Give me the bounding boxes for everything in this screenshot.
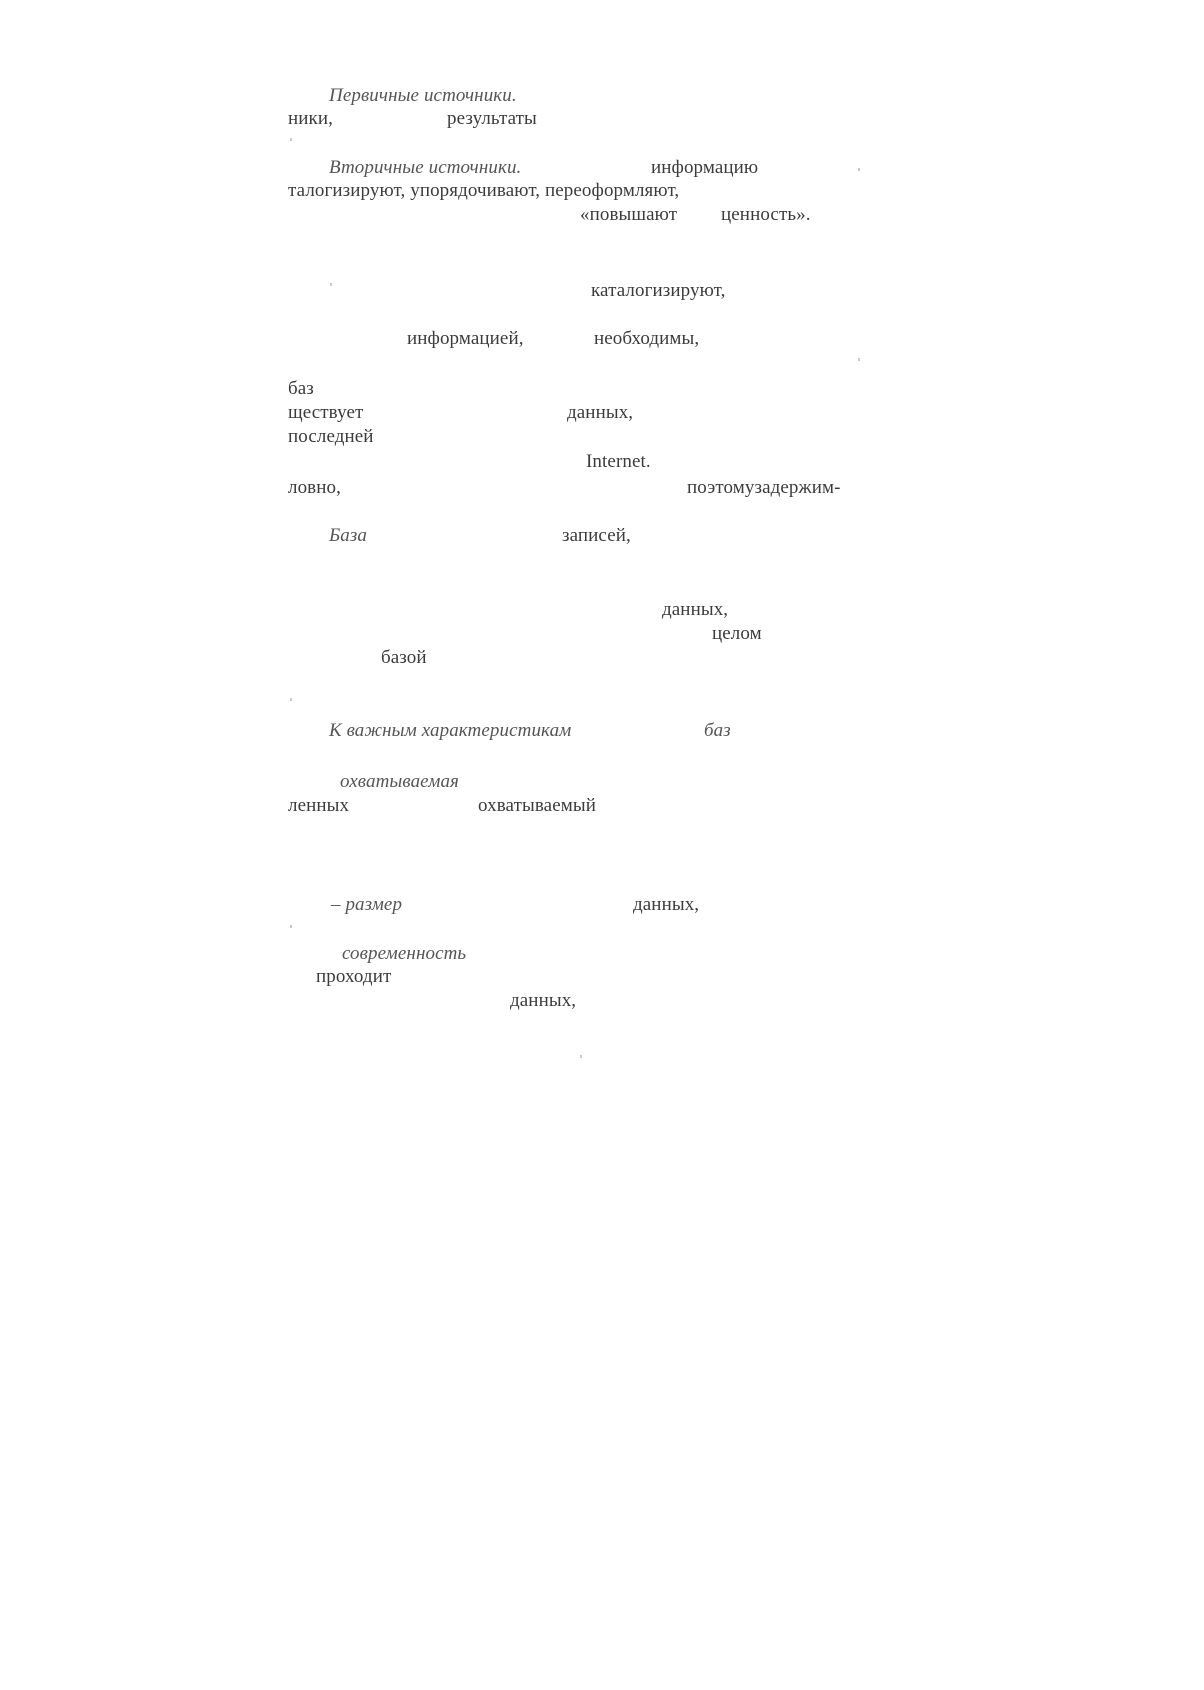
text-fragment: охватываемая <box>340 771 459 792</box>
text-fragment: необходимы, <box>594 328 700 349</box>
text-fragment: каталогизируют, <box>591 280 726 301</box>
text-fragment: ленных <box>288 795 350 816</box>
scan-speck <box>858 168 860 171</box>
text-fragment: проходит <box>316 966 392 987</box>
text-fragment: Вторичные источники. <box>329 157 522 178</box>
text-fragment: ществует <box>288 402 364 423</box>
text-fragment: целом <box>712 623 762 644</box>
text-fragment: К важным характеристикам <box>329 720 572 741</box>
text-fragment: данных, <box>567 402 634 423</box>
text-fragment: записей, <box>562 525 631 546</box>
text-fragment: баз <box>704 720 731 741</box>
text-fragment: поэтомузадержим- <box>687 477 841 498</box>
text-fragment: – размер <box>331 894 403 915</box>
text-fragment: ловно, <box>288 477 341 498</box>
text-fragment: «повышают <box>580 204 678 225</box>
text-fragment: Internet. <box>586 451 651 472</box>
scan-speck <box>330 283 332 286</box>
scan-speck <box>858 358 860 361</box>
text-fragment: информацию <box>651 157 759 178</box>
text-fragment: данных, <box>633 894 700 915</box>
text-fragment: охватываемый <box>478 795 597 816</box>
scan-speck <box>290 925 292 928</box>
text-fragment: Первичные источники. <box>329 85 517 106</box>
text-fragment: современность <box>342 943 467 964</box>
text-fragment: талогизируют, упорядочивают, переоформляют, <box>288 180 680 201</box>
text-fragment: ники, <box>288 108 333 129</box>
text-fragment: ценность». <box>721 204 811 225</box>
text-fragment: базой <box>381 647 427 668</box>
scan-speck <box>290 698 292 701</box>
text-fragment: последней <box>288 426 374 447</box>
text-fragment: баз <box>288 378 314 399</box>
text-fragment: информацией, <box>407 328 524 349</box>
scan-speck <box>290 138 292 141</box>
text-fragment: данных, <box>510 990 577 1011</box>
text-fragment: База <box>329 525 368 546</box>
text-fragment: результаты <box>447 108 537 129</box>
text-fragment: данных, <box>662 599 729 620</box>
scan-speck <box>580 1055 582 1058</box>
